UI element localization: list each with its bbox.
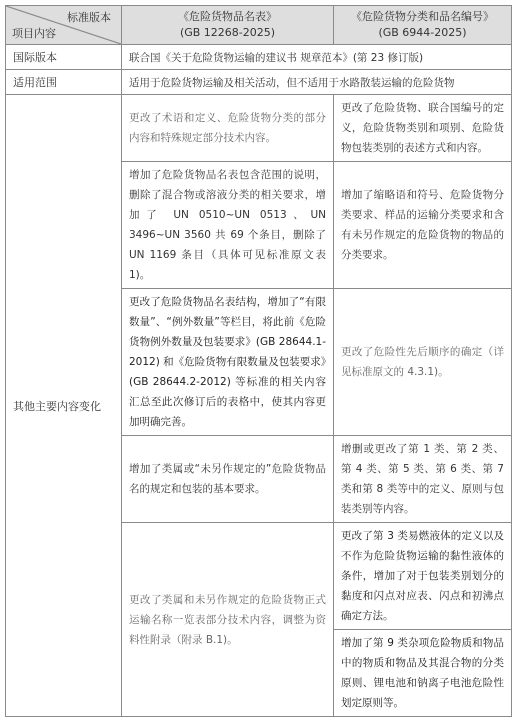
gb6944-change-cell: 更改了危险性先后顺序的确定（详见标准原文的 4.3.1)。 — [334, 289, 512, 436]
column-header-gb12268 — [122, 6, 334, 45]
gb6944-change-cell: 增删或更改了第 1 类、第 2 类、第 4 类、第 5 类、第 6 类、第 7 类和第 8 类等中的定义、原则与包装类别等内容。 — [334, 436, 512, 523]
gb12268-change-cell: 更改了术语和定义、危险货物分类的部分内容和特殊规定部分技术内容。 — [122, 95, 334, 162]
international-version-value: 联合国《关于危险货物运输的建议书 规章范本》(第 23 修订版) — [122, 45, 512, 70]
column-header-code: (GB 12268-2025) — [179, 26, 276, 39]
gb6944-change-cell: 更改了第 3 类易燃液体的定义以及不作为危险货物运输的黏性液体的条件，增加了对于包装类别划分的黏度和闪点对应表、闪点和初沸点确定方法。 — [334, 523, 512, 630]
table-row — [6, 70, 512, 95]
gb12268-change-cell: 增加了危险货物品名表包含范围的说明，删除了混合物或溶液分类的相关要求，增加了 UN 0510~UN 0513、UN 3496~UN 3560 共 69 个条目，删除了 UN 1169 条目（具体可见标准原文表 1)。 — [122, 162, 334, 289]
row-label-scope: 适用范围 — [6, 70, 122, 95]
scope-value: 适用于危险货物运输及相关活动，但不适用于水路散装运输的危险货物 — [122, 70, 512, 95]
comparison-table — [5, 5, 512, 717]
gb12268-change-cell: 更改了危险货物品名表结构，增加了“有限数量”、“例外数量”等栏目，将此前《危险货物例外数量及包装要求》(GB 28644.1-2012) 和《危险货物有限数量及包装要求》(GB 28644.2-2012) 等标准的相关内容汇总至此次修订后的表格中，使其内容更加明确完善。 — [122, 289, 334, 436]
row-label-other-changes: 其他主要内容变化 — [6, 95, 122, 717]
table-row — [6, 95, 512, 162]
header-row — [6, 6, 512, 45]
gb6944-change-cell: 增加了缩略语和符号、危险货物分类要求、样品的运输分类要求和含有未另作规定的危险货物的物品的分类要求。 — [334, 162, 512, 289]
gb12268-change-cell: 增加了类属或“未另作规定的”危险货物品名的规定和包装的基本要求。 — [122, 436, 334, 523]
corner-standard-version-label: 标准版本 — [67, 11, 111, 24]
corner-item-content-label: 项目内容 — [12, 27, 56, 40]
header-corner-cell — [6, 6, 122, 45]
column-header-title: 《危险货物分类和品名编号》 — [351, 10, 494, 23]
column-header-title: 《危险货物品名表》 — [178, 10, 277, 23]
gb12268-change-cell: 更改了类属和未另作规定的危险货物正式运输名称一览表部分技术内容，调整为资料性附录（附录 B.1)。 — [122, 523, 334, 717]
gb6944-change-cell: 更改了危险货物、联合国编号的定义，危险货物类别和项别、危险货物包装类别的表述方式和内容。 — [334, 95, 512, 162]
column-header-code: (GB 6944-2025) — [378, 26, 467, 39]
table-row — [6, 45, 512, 70]
row-label-international-version: 国际版本 — [6, 45, 122, 70]
column-header-gb6944 — [334, 6, 512, 45]
gb6944-change-cell: 增加了第 9 类杂项危险物质和物品中的物质和物品及其混合物的分类原则、锂电池和钠离子电池危险性划定原则等。 — [334, 630, 512, 717]
